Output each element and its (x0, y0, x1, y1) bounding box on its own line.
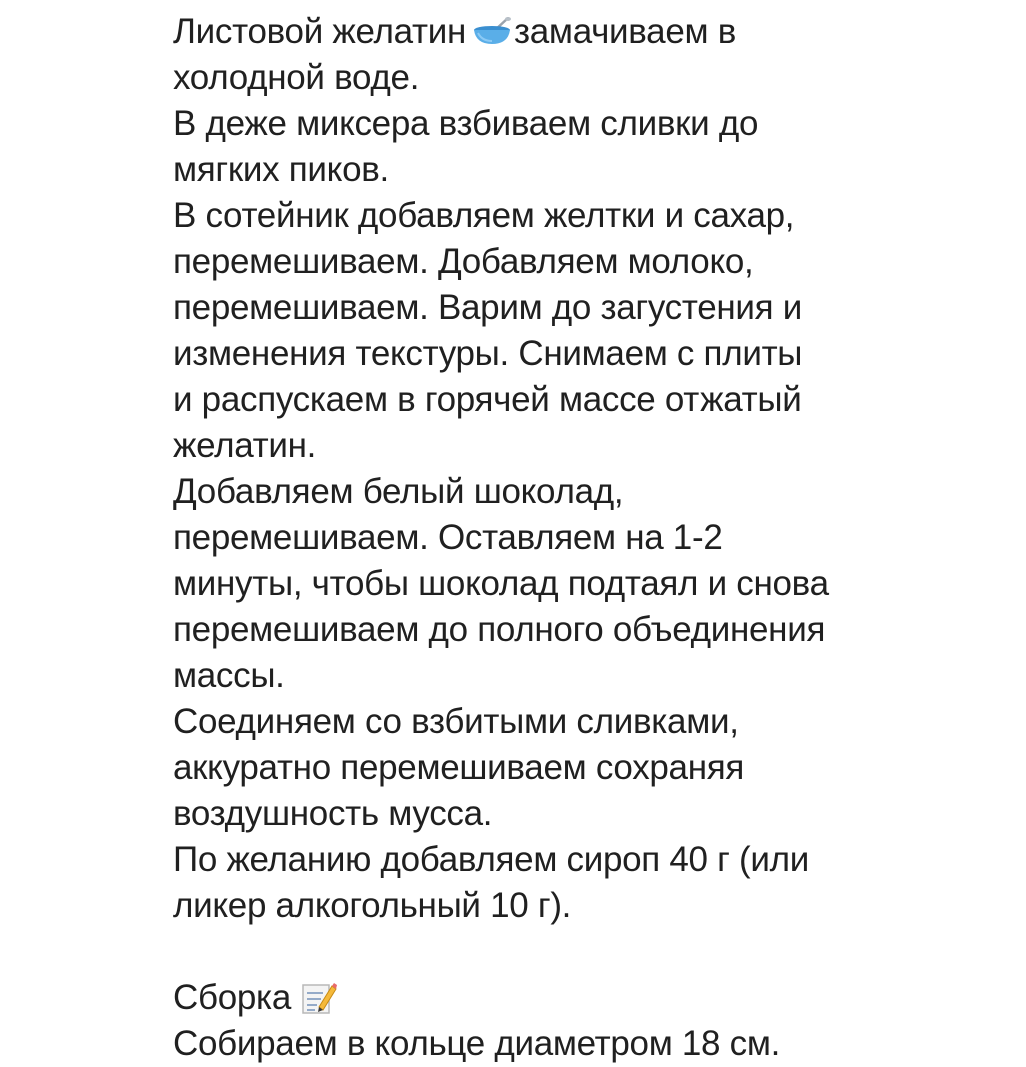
blank-line (173, 929, 1013, 975)
recipe-line-6: перемешиваем. Добавляем молоко, (173, 242, 754, 281)
recipe-line-13: минуты, чтобы шоколад подтаял и снова (173, 564, 829, 603)
recipe-text (173, 9, 1013, 1067)
recipe-line-10: желатин. (173, 426, 317, 465)
bowl-with-spoon-icon (472, 17, 512, 47)
recipe-line-7: перемешиваем. Варим до загустения и (173, 288, 802, 327)
recipe-line-8: изменения текстуры. Снимаем с плиты (173, 334, 803, 373)
recipe-line-17: аккуратно перемешиваем сохраняя (173, 748, 745, 787)
recipe-line-5: В сотейник добавляем желтки и сахар, (173, 196, 795, 235)
recipe-line-9: и распускаем в горячей массе отжатый (173, 380, 802, 419)
recipe-line-22: Собираем в кольце диаметром 18 см. (173, 1024, 781, 1063)
recipe-line-1b: замачиваем в (514, 12, 736, 51)
memo-pencil-icon (301, 981, 337, 1015)
recipe-line-20: ликер алкогольный 10 г). (173, 886, 572, 925)
recipe-line-12: перемешиваем. Оставляем на 1-2 (173, 518, 723, 557)
recipe-line-1a: Листовой желатин (173, 12, 467, 51)
recipe-line-4: мягких пиков. (173, 150, 389, 189)
recipe-line-2: холодной воде. (173, 58, 420, 97)
section-title-line (173, 975, 1013, 1021)
recipe-line-14: перемешиваем до полного объединения (173, 610, 826, 649)
recipe-line-19: По желанию добавляем сироп 40 г (или (173, 840, 809, 879)
recipe-line-1 (173, 9, 1013, 55)
section-title: Сборка (173, 978, 291, 1017)
recipe-line-16: Соединяем со взбитыми сливками, (173, 702, 739, 741)
recipe-line-18: воздушность мусса. (173, 794, 493, 833)
recipe-line-3: В деже миксера взбиваем сливки до (173, 104, 759, 143)
recipe-line-11: Добавляем белый шоколад, (173, 472, 624, 511)
recipe-line-15: массы. (173, 656, 285, 695)
